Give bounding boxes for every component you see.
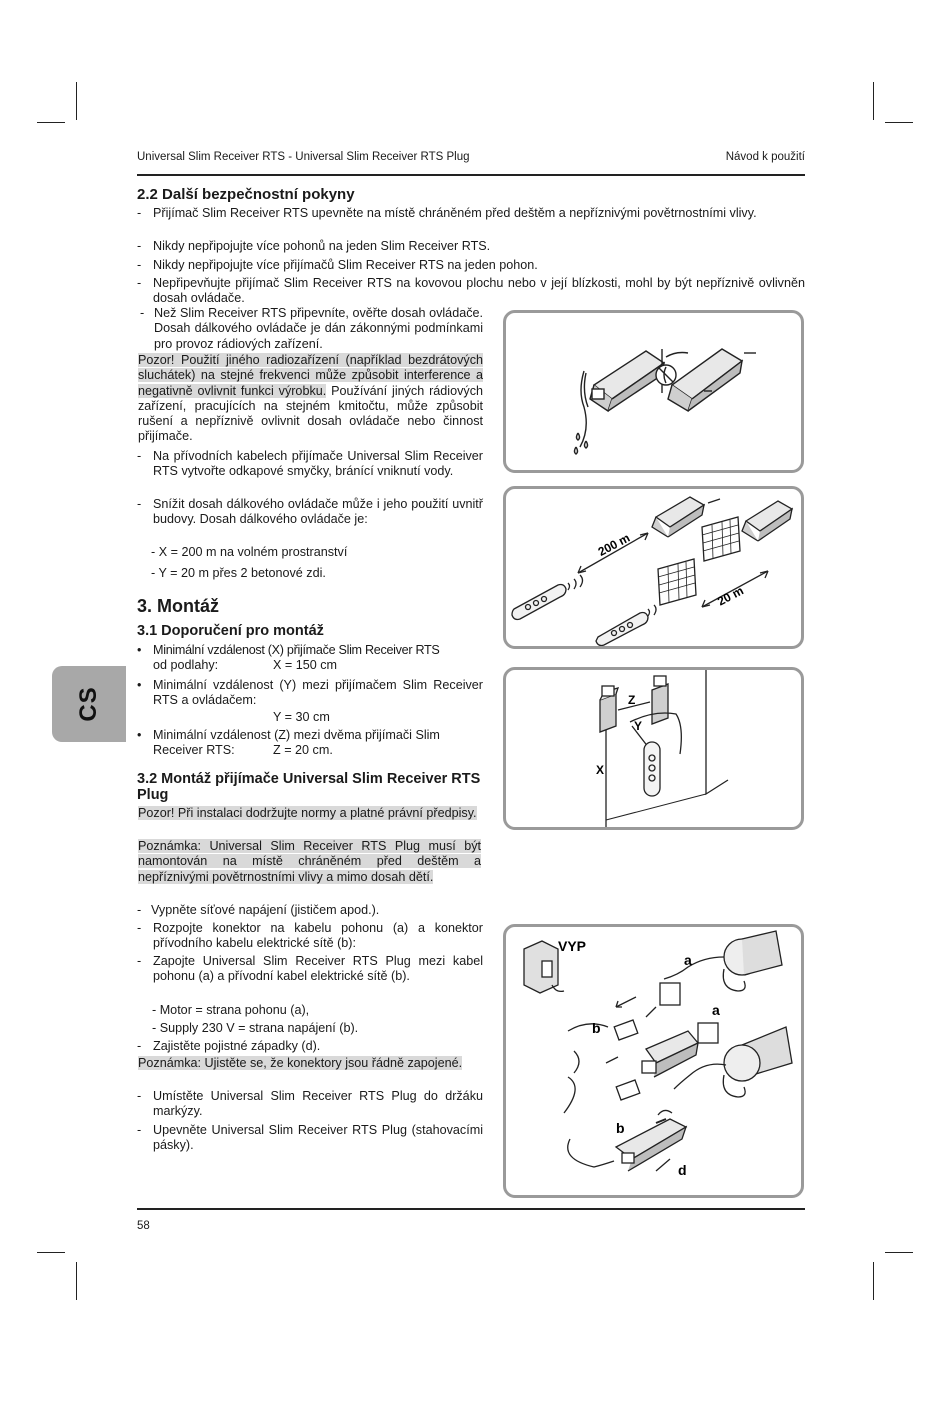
label-z: Z <box>628 693 636 707</box>
label-a-top: a <box>684 952 692 968</box>
section-3-1-heading: 3.1 Doporučení pro montáž <box>137 623 324 639</box>
list-item: - Nikdy nepřipojujte více pohonů na jeden Slim Receiver RTS. <box>137 239 491 253</box>
label-20m: 20 m <box>715 583 746 609</box>
info-note: Poznámka: Universal Slim Receiver RTS Plug musí být namontován na místě chráněném před deštěm a nepříznivými povětrnostními vlivy a mimo dosah dětí. <box>138 839 481 884</box>
page-number: 58 <box>137 1220 150 1232</box>
list-item: - Na přívodních kabelech přijímače Universal Slim Receiver RTS vytvořte odkapové smyčky, bránící vniknutí vody. <box>137 449 483 479</box>
bullet-item: • Minimální vzdálenost (X) přijímače Slim Receiver RTS od podlahy: X = 150 cm <box>137 643 440 673</box>
warning-note: Pozor! Použití jiného radiozařízení (například bezdrátových sluchátek) na stejné frekvenci může způsobit interference a negativně ovlivnit funkci výrobku. Používání jiných rádiových zařízení, pracujících na stejném kmitočtu, může způsobit rušení a nepříznivě ovlivnit dosah ovládače nebo činnost přijímače. <box>138 353 484 444</box>
figure-range <box>503 486 804 649</box>
section-3-heading: 3. Montáž <box>137 596 220 616</box>
header-right: Návod k použití <box>725 151 805 163</box>
crop-mark <box>885 122 913 123</box>
list-item: - Snížit dosah dálkového ovládače může i jeho použití uvnitř budovy. Dosah dálkového ovládače je: <box>137 497 483 527</box>
label-x: X <box>596 763 605 777</box>
crop-mark <box>885 1252 913 1253</box>
list-item: - Zapojte Universal Slim Receiver RTS Plug mezi kabel pohonu (a) a přívodní kabel elektrické sítě (b). <box>137 954 483 984</box>
footer-rule <box>137 1208 805 1210</box>
list-item: - Nikdy nepřipojujte více přijímačů Slim Receiver RTS na jeden pohon. <box>137 258 538 272</box>
range-y: - Y = 20 m přes 2 betonové zdi. <box>151 566 326 580</box>
label-vyp: VYP <box>558 938 587 954</box>
figure-installation <box>503 924 804 1198</box>
label-b-top: b <box>592 1020 601 1036</box>
list-item: - Upevněte Universal Slim Receiver RTS Plug (stahovacími pásky). <box>137 1123 483 1153</box>
list-item: - Zajistěte pojistné západky (d). <box>137 1039 321 1053</box>
list-item: - Rozpojte konektor na kabelu pohonu (a) a konektor přívodního kabelu elektrické sítě (b): <box>137 921 483 951</box>
section-3-2-heading: 3.2 Montáž přijímače Universal Slim Receiver RTS Plug <box>137 771 481 803</box>
distances-illustration <box>506 670 801 827</box>
range-x: - X = 200 m na volném prostranství <box>151 545 348 559</box>
label-d: d <box>678 1162 687 1178</box>
header-rule <box>137 174 805 176</box>
info-note: Poznámka: Ujistěte se, že konektory jsou řádně zapojené. <box>138 1056 463 1070</box>
crop-mark <box>873 82 874 120</box>
crop-mark <box>37 122 65 123</box>
motor-side: - Motor = strana pohonu (a), <box>152 1003 310 1017</box>
figure-distances <box>503 667 804 830</box>
value-y: Y = 30 cm <box>273 710 330 724</box>
list-item: - Přijímač Slim Receiver RTS upevněte na místě chráněném před deštěm a nepříznivými povětrnostními vlivy. <box>137 206 757 220</box>
crop-mark <box>873 1262 874 1300</box>
label-y: Y <box>634 719 643 733</box>
crop-mark <box>37 1252 65 1253</box>
range-illustration <box>506 489 801 646</box>
label-a-mid: a <box>712 1002 720 1018</box>
list-item: - Než Slim Receiver RTS připevníte, ověřte dosah ovládače. Dosah dálkového ovládače je dán zákonnými podmínkami pro provoz rádiových zařízení. <box>140 306 483 351</box>
installation-illustration <box>506 927 801 1195</box>
crop-mark <box>76 82 77 120</box>
supply-side: - Supply 230 V = strana napájení (b). <box>152 1021 359 1035</box>
figure-drip-loop <box>503 310 804 473</box>
bullet-item: • Minimální vzdálenost (Z) mezi dvěma přijímači Slim Receiver RTS: Z = 20 cm. <box>137 728 440 758</box>
crop-mark <box>76 1262 77 1300</box>
list-item: - Nepřipevňujte přijímač Slim Receiver RTS na kovovou plochu nebo v její blízkosti, mohl by být nepříznivě ovlivněn dosah ovládače. <box>137 276 805 306</box>
drip-loop-illustration <box>506 313 801 470</box>
section-2-2-heading: 2.2 Další bezpečnostní pokyny <box>137 186 355 203</box>
language-tab <box>52 666 126 742</box>
label-b-bottom: b <box>616 1120 625 1136</box>
language-tab-label: CS <box>75 686 102 722</box>
list-item: - Vypněte síťové napájení (jističem apod.). <box>137 903 380 917</box>
warning-note: Pozor! Při instalaci dodržujte normy a platné právní předpisy. <box>138 806 477 820</box>
header-title: Universal Slim Receiver RTS - Universal Slim Receiver RTS Plug <box>137 151 470 163</box>
label-200m: 200 m <box>595 530 633 559</box>
list-item: - Umístěte Universal Slim Receiver RTS Plug do držáku markýzy. <box>137 1089 483 1119</box>
bullet-item: • Minimální vzdálenost (Y) mezi přijímačem Slim Receiver RTS a ovládačem: <box>137 678 483 708</box>
